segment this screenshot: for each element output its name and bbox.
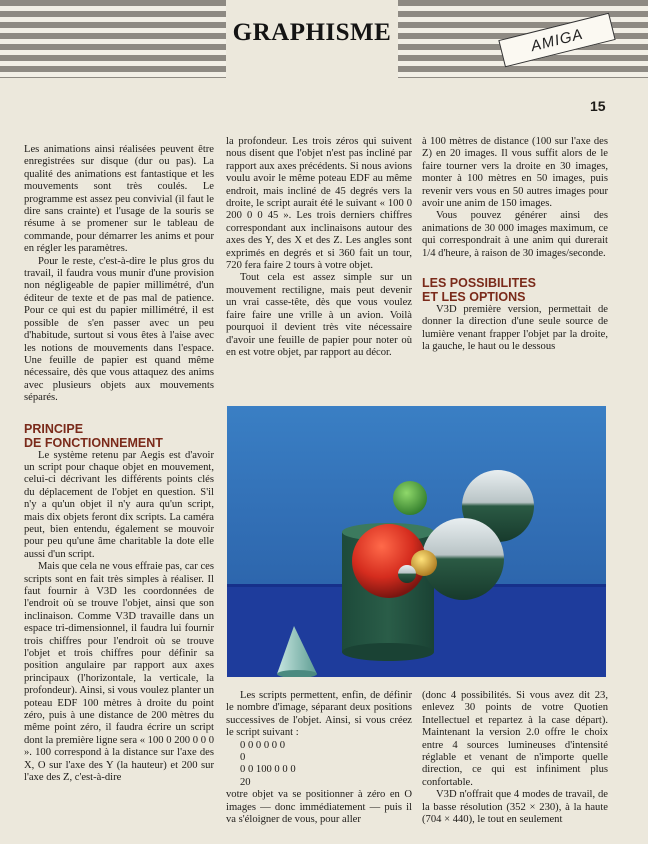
paragraph: votre objet va se positionner à zéro en O images — donc immédiatement — puis il va s'éloigner de vous, pour aller: [226, 789, 412, 826]
paragraph: V3D n'offrait que 4 modes de travail, de la basse résolution (352 × 230), à la haute (704 × 440), le tout en seulement: [422, 789, 608, 826]
text-column-3-bottom: [422, 690, 608, 826]
rendered-3d-scene-image: [227, 406, 606, 677]
section-heading: [24, 422, 214, 450]
paragraph: Les animations ainsi réalisées peuvent être enregistrées sur disque (dur ou pas). La qualité des animations est fantastique et les mouvements sont très coulés. Le programme est assez peu convivial (il faut le dire sans crainte) et l'usage de la souris se résume à se promener sur le tableau de commande, pour démarrer les anims et pour en régler les paramètres.: [24, 144, 214, 255]
script-line: 20: [240, 776, 251, 788]
paragraph: Mais que cela ne vous effraie pas, car ces scripts sont en fait très simples à réaliser. Il faut fournir à V3D les coordonnées de l'endroit où se trouve l'objet, ainsi que son inclinaison. Comme V3D travaille dans un espace tri-dimensionnel, il faudra lui fournir trois chiffres pour l'endroit où se trouve l'objet et trois chiffres pour définir sa position angulaire par rapport aux axes principaux (l'horizontale, la verticale, la profondeur). Ainsi, si vous voulez planter un poteau EDF 100 mètres à droite du point zéro, puis à une distance de 200 mètres du même point zéro, il faudra écrire un script dont la première ligne sera « 100 0 200 0 0 0 ». 100 correspond à la distance sur l'axe des X, O sur l'axe des Y (la hauteur) et 200 sur l'axe des Z, c'est-à-dire: [24, 561, 214, 784]
section-heading: [422, 276, 608, 304]
section-title: GRAPHISME: [232, 19, 392, 46]
paragraph: Pour le reste, c'est-à-dire le plus gros du travail, il faudra vous munir d'une provision non négligeable de papier millimétré, d'un éditeur de texte et de pas mal de patience. Pour ce qui est du papier millimétré, il est possible de s'en passer avec un peu d'habitude, surtout si vous êtes à l'aise avec les notions de mouvements dans l'espace. Une feuille de papier est quand même nécessaire, dès que vous attaquez des anims avec plusieurs objets aux mouvements séparés.: [24, 255, 214, 404]
paragraph: Le système retenu par Aegis est d'avoir un script pour chaque objet en mouvement, celui-ci décrivant les différents points clés du déplacement de l'objet en question. S'il n'y a qu'un objet il n'y aura qu'un script, mais dix objets feront dix scripts. La caméra peut, bien entendu, également se mouvoir pour peu qu'une âme charitable la dote elle aussi d'un script.: [24, 449, 214, 560]
paragraph: Tout cela est assez simple sur un mouvement rectiligne, mais peut devenir un vrai casse-tête, dès que vous voulez faire faire une vrille à un avion. Voilà pourquoi il devient très vite nécessaire d'avoir une feuille de papier pour noter où en est votre objet, par rapport au décor.: [226, 272, 412, 358]
heading-line: ET LES OPTIONS: [422, 290, 526, 305]
header-stripes-left: [0, 0, 226, 78]
text-column-1: [24, 144, 214, 785]
text-column-2-bottom: [226, 690, 412, 826]
text-column-2-top: [226, 136, 412, 359]
paragraph: à 100 mètres de distance (100 sur l'axe des Z) en 20 images. Il vous suffit alors de le faire tourner vers la droite en 30 images, monter à 100 mètres en 50 images, puis revenir vers vous en 50 autres images pour avoir une anim de 150 images.: [422, 136, 608, 210]
platform-tag-label: AMIGA: [529, 25, 585, 55]
heading-line: LES POSSIBILITES: [422, 276, 536, 291]
paragraph: Les scripts permettent, enfin, de définir le nombre d'image, séparant deux positions successives de l'objet. Ainsi, si vous créez le script suivant :: [226, 690, 412, 739]
green-sphere: [393, 481, 427, 515]
script-line: 0: [240, 752, 246, 764]
page-number: 15: [590, 98, 606, 114]
small-grey-sphere: [398, 565, 416, 583]
script-line: 0 0 0 0 0 0: [240, 739, 286, 751]
scene-svg: [227, 406, 606, 677]
section-title-box: [226, 0, 398, 66]
text-column-3-top: [422, 136, 608, 354]
heading-line: PRINCIPE: [24, 421, 84, 436]
paragraph: (donc 4 possibilités. Si vous avez dit 23, enlevez 30 points de votre Quotien Intellectuel et repartez à la case départ). Maintenant la version 2.0 offre le choix entre 4 sources lumineuses d'intensité réglable et venant de n'importe quelle direction, ce qui est infiniment plus confortable.: [422, 690, 608, 788]
paragraph: Vous pouvez générer ainsi des animations de 30 000 images maximum, ce qui correspondrait à une anim qui durerait 1/4 d'heure, à raison de 30 images/seconde.: [422, 210, 608, 259]
heading-line: DE FONCTIONNEMENT: [24, 435, 163, 450]
script-line: 0 0 100 0 0 0: [240, 764, 296, 776]
paragraph: la profondeur. Les trois zéros qui suivent nous disent que l'objet n'est pas incliné par rapport aux axes précédents. Si nous avions voulu avoir le même poteau EDF au même endroit, mais incliné de 45 degrés vers la droite, le script aurait été le suivant « 100 0 200 0 0 45 ». Les trois derniers chiffres correspondant aux inclinaisons autour des axes des Y, des X et des Z. Les angles sont exprimés en degrés et si 360 fait un tour, 720 fera faire 2 tours à votre objet.: [226, 136, 412, 272]
paragraph: V3D première version, permettait de donner la direction d'une seule source de lumière venant frapper l'objet par la droite, la gauche, le haut ou le dessous: [422, 304, 608, 353]
